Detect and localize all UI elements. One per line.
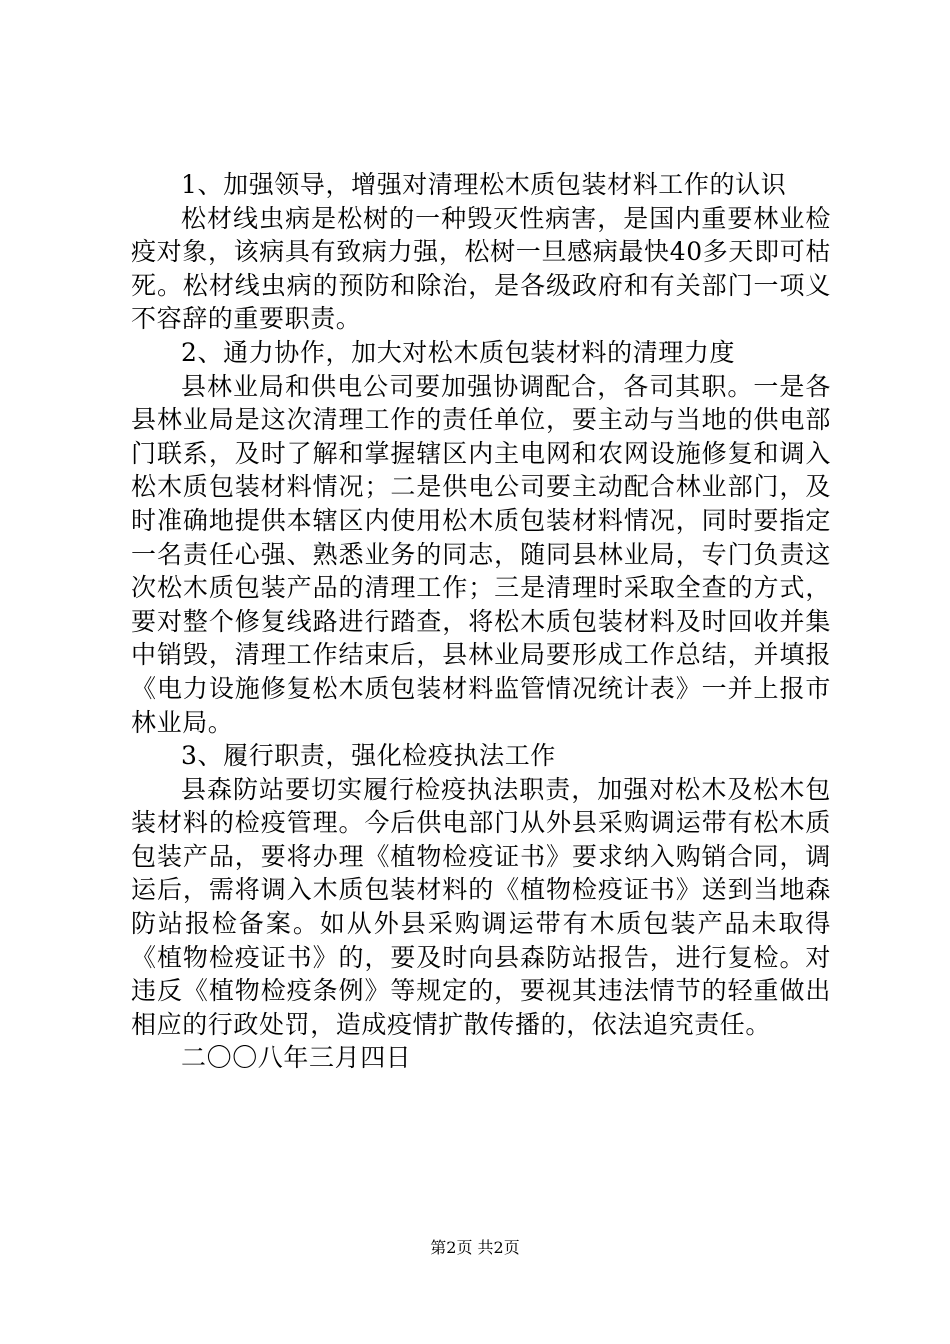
document-body	[131, 168, 831, 1075]
heading-1: 1、加强领导，增强对清理松木质包装材料工作的认识	[181, 170, 787, 199]
heading-2: 2、通力协作，加大对松木质包装材料的清理力度	[181, 337, 736, 367]
paragraph-1: 松材线虫病是松树的一种毁灭性病害，是国内重要林业检疫对象，该病具有致病力强，松树一旦感病最快40多天即可枯死。松材线虫病的预防和除治，是各级政府和有关部门一项义不容辞的重要职责。	[131, 203, 831, 334]
page-number-footer: 第2页 共2页	[430, 1238, 520, 1257]
paragraph-3: 县森防站要切实履行检疫执法职责，加强对松木及松木包装材料的检疫管理。今后供电部门从外县采购调运带有松木质包装产品，要将办理《植物检疫证书》要求纳入购销合同，调运后，需将调入木质包装材料的《植物检疫证书》送到当地森防站报检备案。如从外县采购调运带有木质包装产品未取得《植物检疫证书》的，要及时向县森防站报告，进行复检。对违反《植物检疫条例》等规定的，要视其违法情节的轻重做出相应的行政处罚，造成疫情扩散传播的，依法追究责任。	[131, 774, 831, 1039]
heading-3: 3、履行职责，强化检疫执法工作	[181, 741, 556, 771]
date-line: 二〇〇八年三月四日	[181, 1043, 412, 1073]
paragraph-2: 县林业局和供电公司要加强协调配合，各司其职。一是各县林业局是这次清理工作的责任单位，要主动与当地的供电部门联系，及时了解和掌握辖区内主电网和农网设施修复和调入松木质包装材料情况；二是供电公司要主动配合林业部门，及时准确地提供本辖区内使用松木质包装材料情况，同时要指定一名责任心强、熟悉业务的同志，随同县林业局，专门负责这次松木质包装产品的清理工作；三是清理时采取全查的方式，要对整个修复线路进行踏查，将松木质包装材料及时回收并集中销毁，清理工作结束后，县林业局要形成工作总结，并填报《电力设施修复松木质包装材料监管情况统计表》一并上报市林业局。	[131, 371, 831, 737]
